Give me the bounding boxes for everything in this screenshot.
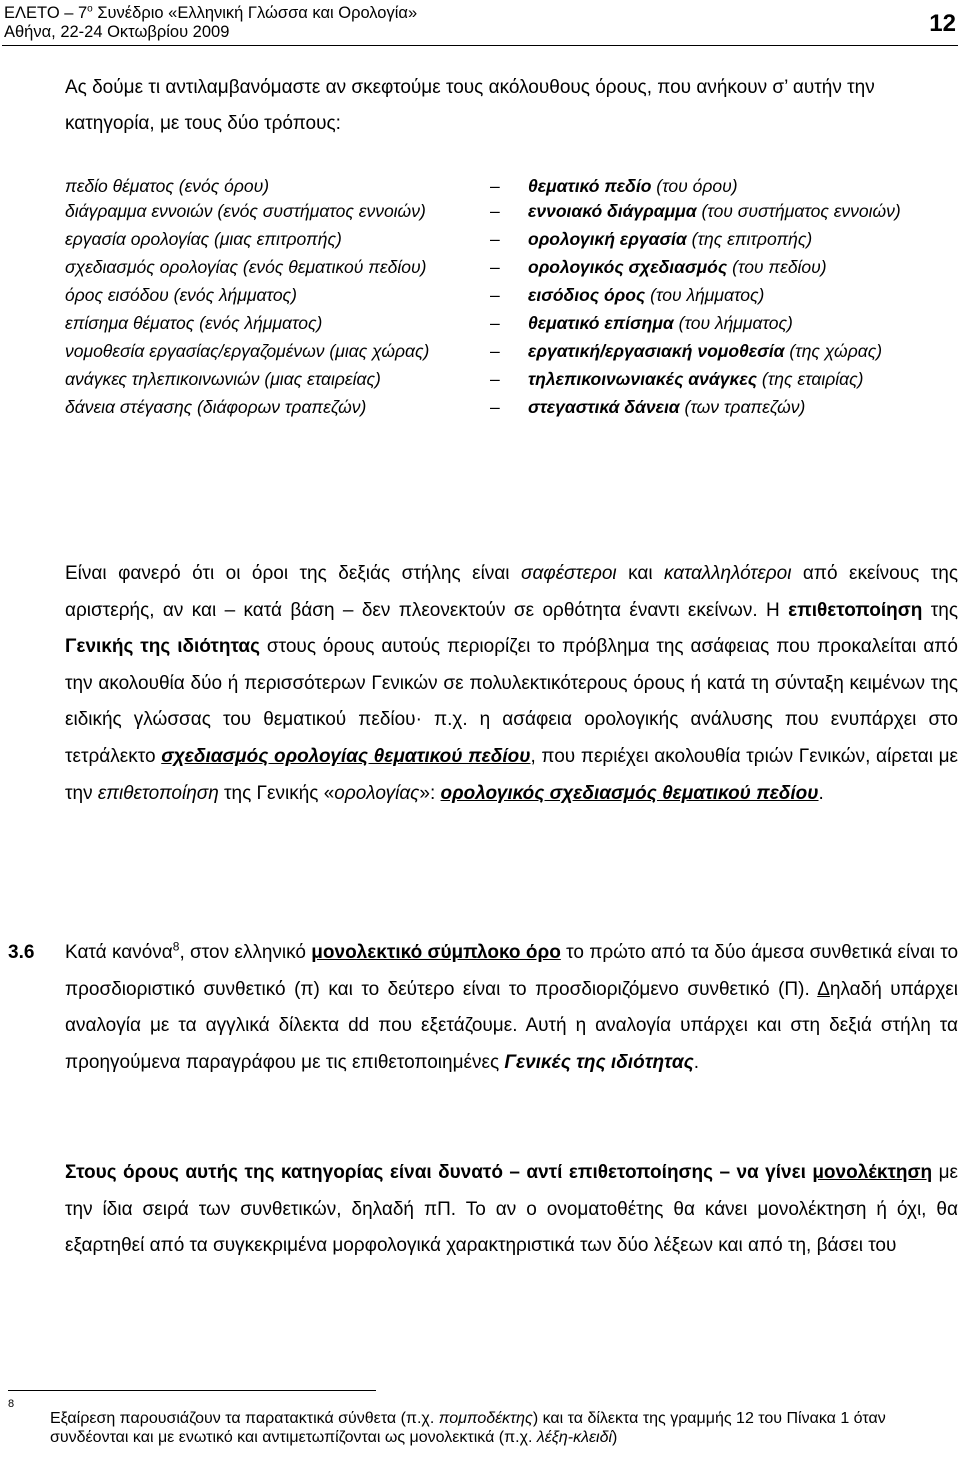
- term-row: [65, 228, 958, 250]
- adjectival-term: ορολογική εργασία (της επιτροπής): [528, 229, 813, 249]
- term-row: [65, 368, 958, 390]
- adjectival-term: θεματικό επίσημα (του λήμματος): [528, 313, 793, 333]
- term-row: [65, 200, 958, 222]
- genitive-term: σχεδιασμός ορολογίας (ενός θεματικού πεδίου): [65, 257, 427, 277]
- adjectival-term: εισόδιος όρος (του λήμματος): [528, 285, 765, 305]
- term-row: [65, 396, 958, 418]
- term-row: [65, 175, 958, 197]
- genitive-term: διάγραμμα εννοιών (ενός συστήματος εννοιών): [65, 201, 426, 221]
- dash: –: [490, 285, 500, 305]
- adjectival-term: εργατική/εργασιακή νομοθεσία (της χώρας): [528, 341, 883, 361]
- term-comparison-list: [65, 175, 958, 424]
- dash: –: [490, 201, 500, 221]
- dash: –: [490, 313, 500, 333]
- body-paragraph-clarity: Είναι φανερό ότι οι όροι της δεξιάς στήλης είναι σαφέστεροι και καταλληλότεροι από εκείνους της αριστερής, αν και – κατά βάση – δεν πλεονεκτούν σε ορθότητα έναντι εκείνων. Η επιθετοποίηση της Γενικής της ιδιότητας στους όρους αυτούς περιορίζει το πρόβλημα της ασάφειας που προκαλείται από την ακολουθία δύο ή περισσότερων Γενικών σε πολυλεκτικότερους όρους ή κατά τη σύνταξη κειμένων της ειδικής γλώσσας του θεματικού πεδίου· π.χ. η ασάφεια ορολογικής ανάλυσης που ενυπάρχει στο τετράλεκτο σχεδιασμός ορολογίας θεματικού πεδίου, που περιέχει ακολουθία τριών Γενικών, αίρεται με την επιθετοποίηση της Γενικής «ορολογίας»: ορολογικός σχεδιασμός θεματικού πεδίου.: [65, 563, 958, 804]
- footnote-ref: 8: [172, 939, 180, 954]
- footnote-text: Εξαίρεση παρουσιάζουν τα παρατακτικά σύνθετα (π.χ. πομποδέκτης) και τα δίλεκτα της γραμμής 12 του Πίνακα 1 όταν συνδέονται και με ενωτικό και αντιμετωπίζονται ως μονολεκτικά (π.χ. λέξη-κλειδί): [50, 1410, 886, 1446]
- adjectival-term: εννοιακό διάγραμμα (του συστήματος εννοιών): [528, 201, 901, 221]
- footnote-rule: [8, 1390, 376, 1391]
- genitive-term: εργασία ορολογίας (μιας επιτροπής): [65, 229, 342, 249]
- dash: –: [490, 397, 500, 417]
- body-paragraph-monolexication: Στους όρους αυτής της κατηγορίας είναι δυνατό – αντί επιθετοποίησης – να γίνει μονολέκτηση με την ίδια σειρά των συνθετικών, δηλαδή πΠ. Το αν ο ονοματοθέτης θα κάνει μονολέκτηση ή όχι, θα εξαρτηθεί από τα συγκεκριμένα μορφολογικά χαρακτηριστικά των δύο λέξεων και από τη, βάσει του: [65, 1162, 958, 1257]
- term-row: [65, 284, 958, 306]
- adjectival-term: τηλεπικοινωνιακές ανάγκες (της εταιρίας): [528, 369, 864, 389]
- header-date-location: Αθήνα, 22-24 Οκτωβρίου 2009: [4, 23, 230, 41]
- term-row: [65, 256, 958, 278]
- genitive-term: νομοθεσία εργασίας/εργαζομένων (μιας χώρας): [65, 341, 430, 361]
- page-number: 12: [929, 10, 956, 37]
- adjectival-term: στεγαστικά δάνεια (των τραπεζών): [528, 397, 806, 417]
- intro-paragraph: Ας δούμε τι αντιλαμβανόμαστε αν σκεφτούμε τους ακόλουθους όρους, που ανήκουν σ’ αυτήν την κατηγορία, με τους δύο τρόπους:: [65, 77, 875, 134]
- section-number: 3.6: [8, 942, 35, 963]
- footnote-number: 8: [8, 1398, 15, 1410]
- term-row: [65, 340, 958, 362]
- header-conference-title: ΕΛΕΤΟ – $7^o$ Συνέδριο «Ελληνική Γλώσσα και Ορολογία»: [4, 3, 418, 22]
- header-rule: [2, 45, 958, 46]
- genitive-term: δάνεια στέγασης (διάφορων τραπεζών): [65, 397, 367, 417]
- genitive-term: ανάγκες τηλεπικοινωνιών (μιας εταιρείας): [65, 369, 381, 389]
- adjectival-term: θεματικό πεδίο (του όρου): [528, 176, 738, 196]
- genitive-term: πεδίο θέματος (ενός όρου): [65, 176, 270, 196]
- dash: –: [490, 369, 500, 389]
- dash: –: [490, 176, 500, 196]
- dash: –: [490, 257, 500, 277]
- adjectival-term: ορολογικός σχεδιασμός (του πεδίου): [528, 257, 827, 277]
- dash: –: [490, 341, 500, 361]
- dash: –: [490, 229, 500, 249]
- body-paragraph-section-3-6: Κατά κανόνα$^8$, στον ελληνικό μονολεκτικό σύμπλοκο όρο το πρώτο από τα δύο άμεσα συνθετικά είναι το προσδιοριστικό συνθετικό (π) και το δεύτερο είναι το προσδιοριζόμενο συνθετικό (Π). Δηλαδή υπάρχει αναλογία με τα αγγλικά δίλεκτα dd που εξετάζουμε. Αυτή η αναλογία υπάρχει και στη δεξιά στήλη τα προηγούμενα παραγράφου με τις επιθετοποιημένες Γενικές της ιδιότητας.: [65, 939, 959, 1073]
- page-header: [4, 4, 956, 42]
- term-row: [65, 312, 958, 334]
- genitive-term: όρος εισόδου (ενός λήμματος): [65, 285, 297, 305]
- genitive-term: επίσημα θέματος (ενός λήμματος): [65, 313, 323, 333]
